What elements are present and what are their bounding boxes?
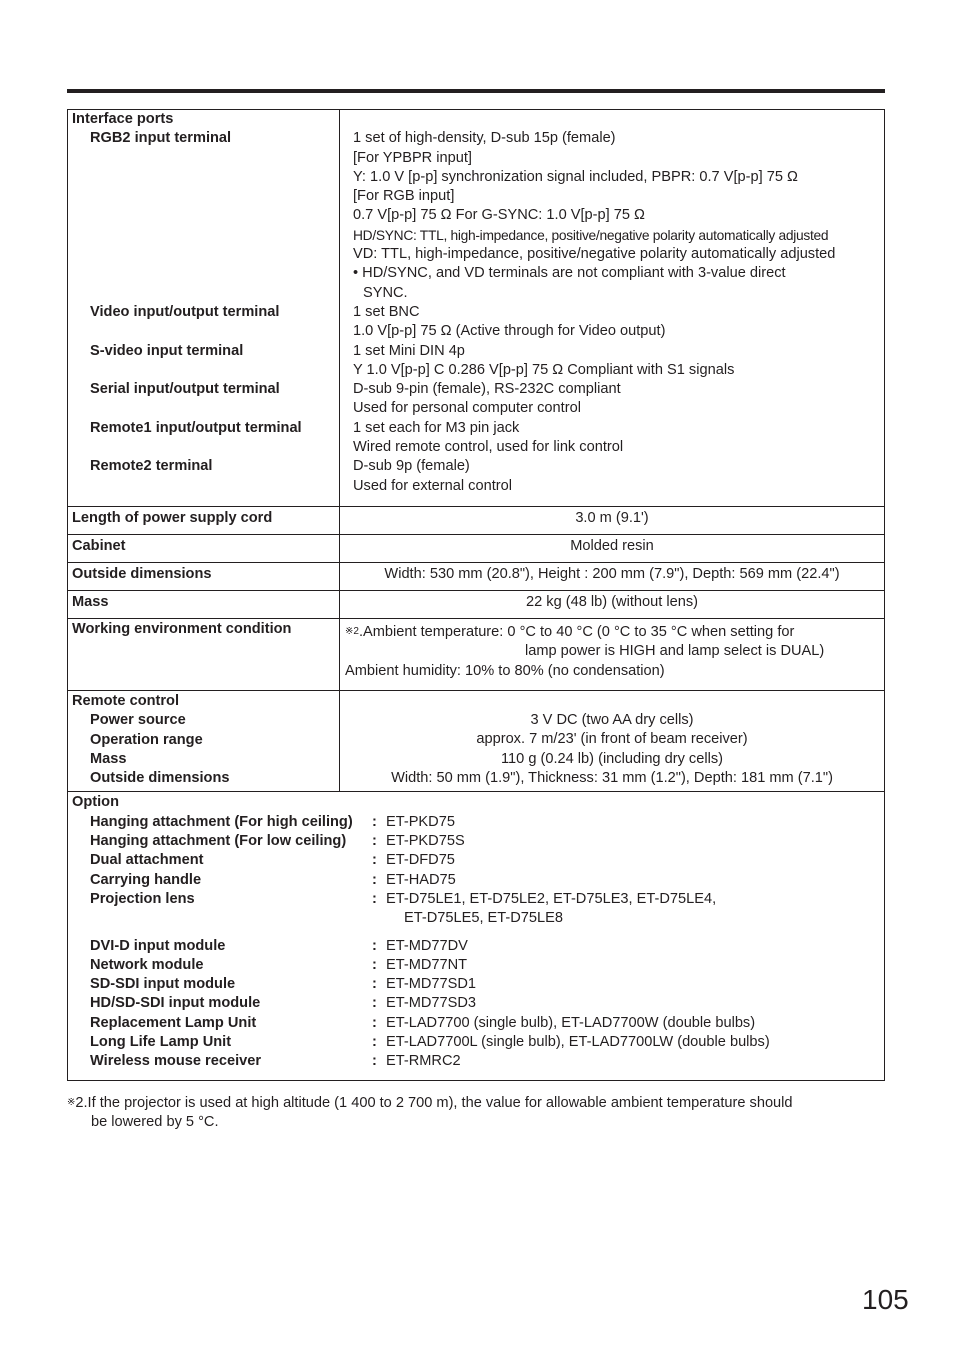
svideo-line: Y 1.0 V[p-p] C 0.286 V[p-p] 75 Ω Compliant with S1 signals xyxy=(353,361,735,378)
serial-line: Used for personal computer control xyxy=(353,400,581,417)
remote-mass-label: Mass xyxy=(90,750,127,767)
remote-range-label: Operation range xyxy=(90,731,203,748)
interface-labels xyxy=(68,110,340,506)
remote1-line: 1 set each for M3 pin jack xyxy=(353,419,520,436)
environment-temp: .Ambient temperature: 0 °C to 40 °C (0 °C to 35 °C when setting for xyxy=(358,623,795,640)
option-item: HD/SD-SDI input module : ET-MD77SD3 xyxy=(90,995,477,1012)
option-item: Carrying handle : ET-HAD75 xyxy=(90,871,456,888)
option-item: Long Life Lamp Unit : ET-LAD7700L (single bulb), ET-LAD7700LW (double bulbs) xyxy=(90,1033,770,1050)
option-item: Dual attachment : ET-DFD75 xyxy=(90,852,455,869)
remote-control-heading: Remote control xyxy=(72,692,180,709)
rgb2-line: Y: 1.0 V [p-p] synchronization signal included, PBPR: 0.7 V[p-p] 75 Ω xyxy=(353,168,798,185)
option-item-continued: ET-D75LE5, ET-D75LE8 xyxy=(404,910,563,927)
environment-temp-cont: lamp power is HIGH and lamp select is DUAL) xyxy=(525,643,825,660)
remote-power-label: Power source xyxy=(90,712,186,729)
page-number: 105 xyxy=(862,1284,909,1315)
option-item: Projection lens : ET-D75LE1, ET-D75LE2, ET-D75LE3, ET-D75LE4, xyxy=(90,890,717,907)
serial-line: D-sub 9-pin (female), RS-232C compliant xyxy=(353,381,621,398)
option-item: Hanging attachment (For low ceiling) : ET-PKD75S xyxy=(90,833,465,850)
remote-control-row xyxy=(68,690,884,791)
environment-row xyxy=(68,618,884,690)
rgb2-line: SYNC. xyxy=(363,284,408,301)
video-line: 1.0 V[p-p] 75 Ω (Active through for Video output) xyxy=(353,323,666,340)
remote1-label: Remote1 input/output terminal xyxy=(90,419,302,436)
footnote xyxy=(67,1093,885,1133)
power-cord-value: 3.0 m (9.1') xyxy=(575,509,649,526)
footnote-mark: ※2 xyxy=(345,625,359,637)
remote-dimensions-value: Width: 50 mm (1.9"), Thickness: 31 mm (1.2"), Depth: 181 mm (7.1") xyxy=(391,769,833,786)
remote1-line: Wired remote control, used for link control xyxy=(353,439,624,456)
option-item: SD-SDI input module : ET-MD77SD1 xyxy=(90,976,477,993)
option-item: Hanging attachment (For high ceiling) : ET-PKD75 xyxy=(90,813,455,830)
environment-values xyxy=(340,619,884,690)
option-item: Network module : ET-MD77NT xyxy=(90,956,468,973)
option-heading: Option xyxy=(72,794,120,811)
rgb2-line: HD/SYNC: TTL, high-impedance, positive/negative polarity automatically adjusted xyxy=(353,227,829,243)
interface-ports-row xyxy=(68,110,884,506)
mass-value: 22 kg (48 lb) (without lens) xyxy=(526,593,698,610)
cabinet-row xyxy=(68,534,884,562)
mass-label: Mass xyxy=(68,591,340,618)
remote-dimensions-label: Outside dimensions xyxy=(90,770,230,787)
footnote-text-continued: be lowered by 5 °C. xyxy=(91,1114,219,1131)
remote-range-value: approx. 7 m/23' (in front of beam receiver) xyxy=(476,731,748,748)
outside-dimensions-row xyxy=(68,562,884,590)
remote-control-values xyxy=(340,691,884,791)
power-cord-row xyxy=(68,506,884,534)
remote-power-value: 3 V DC (two AA dry cells) xyxy=(530,711,694,728)
video-label: Video input/output terminal xyxy=(90,303,280,320)
footnote-mark: ※ xyxy=(67,1097,76,1108)
rgb2-line: [For RGB input] xyxy=(353,188,455,205)
top-rule xyxy=(67,89,885,93)
svideo-label: S-video input terminal xyxy=(90,342,244,359)
remote-mass-value: 110 g (0.24 lb) (including dry cells) xyxy=(501,750,723,767)
option-item: Wireless mouse receiver : ET-RMRC2 xyxy=(90,1053,461,1070)
rgb2-line: • HD/SYNC, and VD terminals are not compliant with 3-value direct xyxy=(353,265,786,282)
outside-dimensions-value: Width: 530 mm (20.8"), Height : 200 mm (7.9"), Depth: 569 mm (22.4") xyxy=(384,565,840,582)
remote2-line: D-sub 9p (female) xyxy=(353,458,470,475)
environment-humidity: Ambient humidity: 10% to 80% (no condensation) xyxy=(345,662,665,679)
spec-table xyxy=(67,109,885,1081)
rgb2-line: VD: TTL, high-impedance, positive/negative polarity automatically adjusted xyxy=(353,246,836,263)
rgb2-line: [For YPBPR input] xyxy=(353,149,472,166)
outside-dimensions-label: Outside dimensions xyxy=(68,563,340,590)
remote2-label: Remote2 terminal xyxy=(90,458,213,475)
remote-control-labels xyxy=(68,691,340,791)
remote2-line: Used for external control xyxy=(353,477,512,494)
option-item: DVI-D input module : ET-MD77DV xyxy=(90,937,468,954)
environment-label: Working environment condition xyxy=(68,619,340,690)
option-item: Replacement Lamp Unit : ET-LAD7700 (single bulb), ET-LAD7700W (double bulbs) xyxy=(90,1014,756,1031)
cabinet-label: Cabinet xyxy=(68,535,340,562)
option-row xyxy=(68,791,884,1079)
power-cord-label: Length of power supply cord xyxy=(68,507,340,534)
footnote-text: 2.If the projector is used at high altitude (1 400 to 2 700 m), the value for allowable ambient temperature should xyxy=(75,1095,793,1111)
rgb2-label: RGB2 input terminal xyxy=(90,130,232,147)
cabinet-value: Molded resin xyxy=(570,537,654,554)
video-line: 1 set BNC xyxy=(353,303,420,320)
option-block xyxy=(68,792,884,1079)
rgb2-line: 0.7 V[p-p] 75 Ω For G-SYNC: 1.0 V[p-p] 75 Ω xyxy=(353,207,645,224)
interface-values xyxy=(340,110,884,506)
mass-row xyxy=(68,590,884,618)
rgb2-line: 1 set of high-density, D-sub 15p (female) xyxy=(353,130,616,147)
serial-label: Serial input/output terminal xyxy=(90,381,280,398)
interface-heading: Interface ports xyxy=(72,111,174,127)
svideo-line: 1 set Mini DIN 4p xyxy=(353,342,465,359)
